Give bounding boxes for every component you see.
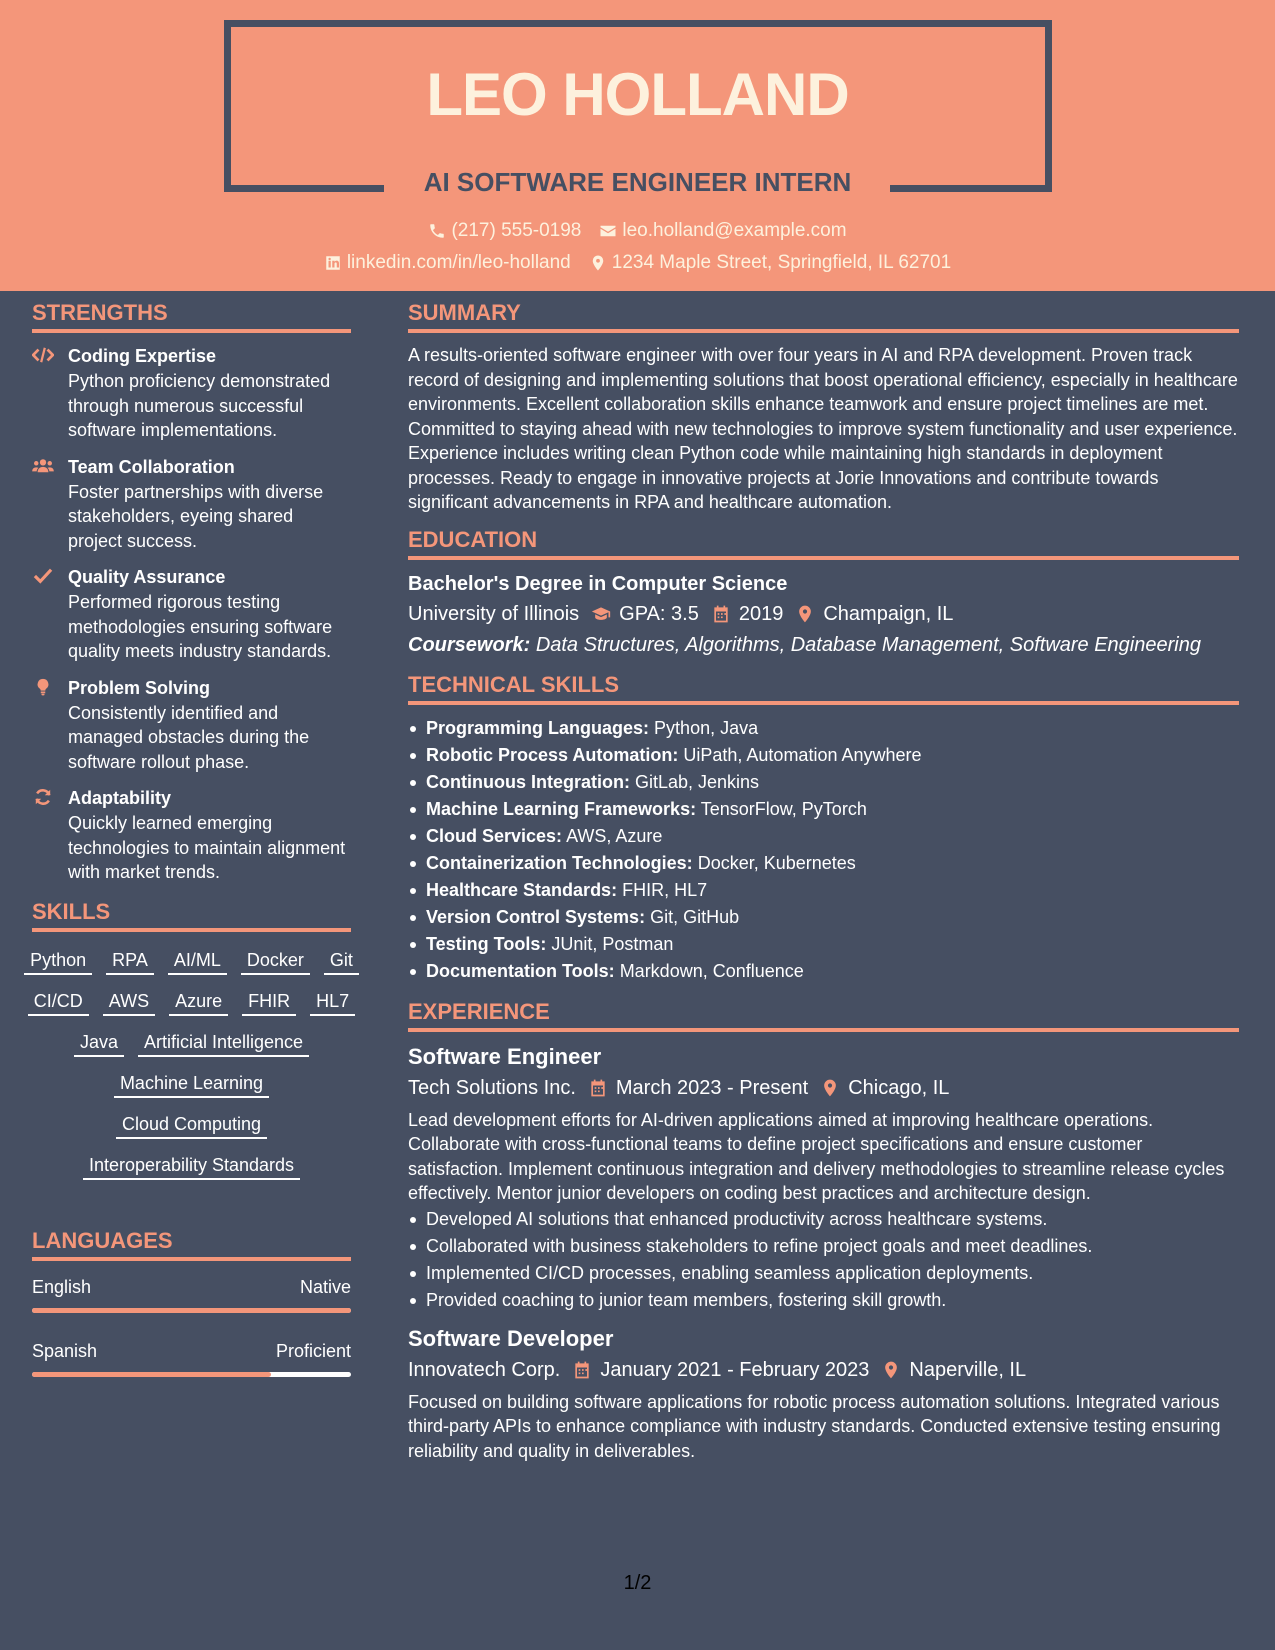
skill-category: Robotic Process Automation: (426, 744, 679, 765)
list-item (408, 931, 1239, 958)
technical-skills-list (408, 715, 1239, 985)
address-contact (589, 252, 951, 274)
strength-title: Adaptability (68, 788, 172, 808)
strength-desc: Performed rigorous testing methodologies ensuring software quality meets industry standards. (68, 592, 333, 661)
skill-values: JUnit, Postman (551, 933, 674, 954)
job-location: Naperville, IL (909, 1358, 1027, 1381)
strength-item (32, 675, 351, 775)
email-text: leo.holland@example.com (622, 220, 847, 241)
summary-text: A results-oriented software engineer with over four years in AI and RPA development. Proven track record of designing and implementing solutions that boost operational efficiency, especially in healthcare environments. Excellent collaboration skills enhance teamwork and ensure project timelines are met. Committed to staying ahead with new technologies to improve system functionality and user experience. Experience includes writing clean Python code while maintaining high standards in deployment processes. Ready to engage in innovative projects at Jorie Innovations and contribute towards significant advancements in RPA and healthcare automation. (408, 345, 1238, 512)
strength-title: Problem Solving (68, 677, 211, 698)
code-icon (32, 346, 54, 364)
job-dates: March 2023 - Present (615, 1076, 809, 1099)
sync-icon (32, 788, 54, 806)
language-level: Native (299, 1276, 351, 1297)
job-description: Lead development efforts for AI-driven applications aimed at improving healthcare operations. Collaborate with cross-functional teams to define project specifications and ensure customer satisfaction. Implement continuous integration and delivery methodologies to streamline release cycles effectively. Mentor junior developers on coding best practices and architecture design. (408, 1109, 1225, 1203)
skill-tag: RPA (106, 948, 154, 975)
users-icon (32, 457, 54, 475)
job-title: Software Developer (408, 1325, 614, 1351)
skill-values: Git, GitHub (650, 906, 740, 927)
job-location: Chicago, IL (848, 1076, 950, 1099)
language-name: English (32, 1276, 92, 1297)
skill-category: Version Control Systems: (426, 906, 646, 927)
strength-title: Team Collaboration (68, 456, 235, 477)
company-name: Innovatech Corp. (408, 1358, 561, 1381)
skill-category: Programming Languages: (426, 717, 650, 738)
skill-tag: Java (74, 1030, 124, 1057)
map-pin-icon (820, 1078, 840, 1098)
skill-category: Continuous Integration: (426, 771, 630, 792)
calendar-icon (572, 1360, 592, 1380)
technical-skills-heading: TECHNICAL SKILLS (408, 672, 1239, 705)
coursework (408, 630, 1239, 660)
skills-tags (32, 942, 351, 1180)
skill-tag: FHIR (242, 989, 296, 1016)
school-name: University of Illinois (408, 602, 580, 625)
skill-category: Containerization Technologies: (426, 852, 693, 873)
envelope-icon (599, 222, 617, 240)
map-pin-icon (795, 604, 815, 624)
strength-title: Quality Assurance (68, 567, 226, 587)
skill-values: GitLab, Jenkins (634, 771, 760, 792)
skill-tag: Cloud Computing (116, 1112, 267, 1139)
list-item (408, 715, 1239, 742)
skill-values: Python, Java (654, 717, 759, 738)
skill-category: Cloud Services: (426, 825, 563, 846)
strength-item (32, 454, 351, 554)
strength-desc: Consistently identified and managed obstacles during the software rollout phase. (68, 702, 310, 772)
candidate-title: AI SOFTWARE ENGINEER INTERN (423, 167, 852, 197)
list-item (408, 904, 1239, 931)
list-item: Implemented CI/CD processes, enabling seamless application deployments. (408, 1260, 1239, 1287)
language-item (32, 1275, 351, 1313)
lightbulb-icon (32, 678, 54, 696)
skill-tag: Git (324, 948, 359, 975)
skill-category: Testing Tools: (426, 933, 547, 954)
list-item (408, 850, 1239, 877)
job-description: Focused on building software applications for robotic process automation solutions. Integrated various third-party APIs to enhance compliance with industry standards. Conducted extensive testing ensuring reliability and quality in deliverables. (408, 1391, 1221, 1461)
company-name: Tech Solutions Inc. (408, 1076, 576, 1099)
experience-heading: EXPERIENCE (408, 999, 1239, 1032)
list-item (408, 742, 1239, 769)
skill-category: Documentation Tools: (426, 960, 615, 981)
language-bar-fill (32, 1372, 271, 1377)
summary-heading: SUMMARY (408, 300, 1239, 333)
page-number: 1/2 (623, 1572, 652, 1594)
skill-category: Machine Learning Frameworks: (426, 798, 697, 819)
job-meta (408, 1354, 1239, 1386)
skill-tag: Machine Learning (114, 1071, 269, 1098)
strength-item (32, 564, 351, 664)
list-item: Developed AI solutions that enhanced productivity across healthcare systems. (408, 1206, 1239, 1233)
graduation-year: 2019 (738, 602, 784, 625)
email-contact[interactable] (599, 220, 846, 242)
language-item (32, 1339, 351, 1377)
strength-item (32, 343, 351, 443)
language-bar-fill (32, 1308, 351, 1313)
coursework-list: Data Structures, Algorithms, Database Management, Software Engineering (535, 633, 1201, 656)
skill-tag: Azure (169, 989, 228, 1016)
right-column (408, 300, 1239, 1463)
list-item (408, 769, 1239, 796)
gpa: GPA: 3.5 (619, 602, 699, 625)
calendar-icon (588, 1078, 608, 1098)
skill-values: TensorFlow, PyTorch (700, 798, 867, 819)
candidate-name: LEO HOLLAND (426, 61, 849, 128)
language-name: Spanish (32, 1340, 98, 1361)
strength-desc: Python proficiency demonstrated through numerous successful software implementations. (68, 371, 331, 440)
skill-values: Markdown, Confluence (619, 960, 804, 981)
check-icon (32, 567, 54, 585)
list-item (408, 823, 1239, 850)
education-location: Champaign, IL (823, 602, 954, 625)
coursework-label: Coursework: (408, 633, 531, 656)
skill-tag: AI/ML (168, 948, 227, 975)
contact-row-1 (0, 220, 1275, 242)
skill-tag: HL7 (310, 989, 355, 1016)
strength-desc: Quickly learned emerging technologies to maintain alignment with market trends. (68, 813, 346, 882)
job-bullets (408, 1206, 1239, 1314)
list-item (408, 796, 1239, 823)
map-pin-icon (881, 1360, 901, 1380)
skill-tag: Python (24, 948, 92, 975)
skill-tag: CI/CD (28, 989, 89, 1016)
strengths-heading: STRENGTHS (32, 300, 351, 333)
strengths-list (32, 343, 351, 885)
skill-tag: Docker (241, 948, 310, 975)
strength-title: Coding Expertise (68, 346, 217, 366)
calendar-icon (711, 604, 731, 624)
list-item (408, 877, 1239, 904)
linkedin-contact[interactable] (324, 252, 571, 274)
left-column (32, 300, 351, 1403)
skill-category: Healthcare Standards: (426, 879, 618, 900)
contact-row-2 (0, 252, 1275, 274)
address-text: 1234 Maple Street, Springfield, IL 62701 (611, 252, 952, 273)
skill-tag: Interoperability Standards (83, 1153, 300, 1180)
skill-tag: AWS (103, 989, 155, 1016)
skills-heading: SKILLS (32, 899, 351, 932)
phone-contact[interactable] (428, 220, 581, 242)
skill-values: FHIR, HL7 (622, 879, 708, 900)
skill-values: Docker, Kubernetes (697, 852, 856, 873)
linkedin-icon (324, 254, 342, 272)
job-entry (408, 1042, 1239, 1314)
skill-values: UiPath, Automation Anywhere (683, 744, 922, 765)
list-item (408, 958, 1239, 985)
job-meta (408, 1072, 1239, 1104)
map-pin-icon (589, 254, 607, 272)
job-entry (408, 1324, 1239, 1464)
list-item: Provided coaching to junior team members, fostering skill growth. (408, 1287, 1239, 1314)
degree-title: Bachelor's Degree in Computer Science (408, 572, 788, 595)
language-bar (32, 1372, 351, 1377)
language-level: Proficient (275, 1340, 351, 1361)
resume-header (0, 0, 1275, 291)
strength-desc: Foster partnerships with diverse stakeholders, eyeing shared project success. (68, 481, 324, 551)
language-bar (32, 1308, 351, 1313)
education-heading: EDUCATION (408, 527, 1239, 560)
languages-heading: LANGUAGES (32, 1228, 351, 1261)
skill-tag: Artificial Intelligence (138, 1030, 309, 1057)
list-item: Collaborated with business stakeholders to refine project goals and meet deadlines. (408, 1233, 1239, 1260)
skill-values: AWS, Azure (566, 825, 663, 846)
linkedin-text: linkedin.com/in/leo-holland (346, 252, 571, 273)
phone-text: (217) 555-0198 (451, 220, 582, 241)
phone-icon (428, 222, 446, 240)
graduation-cap-icon (591, 604, 611, 624)
job-title: Software Engineer (408, 1043, 602, 1069)
job-dates: January 2021 - February 2023 (600, 1358, 870, 1381)
education-meta (408, 598, 1239, 630)
strength-item (32, 785, 351, 885)
